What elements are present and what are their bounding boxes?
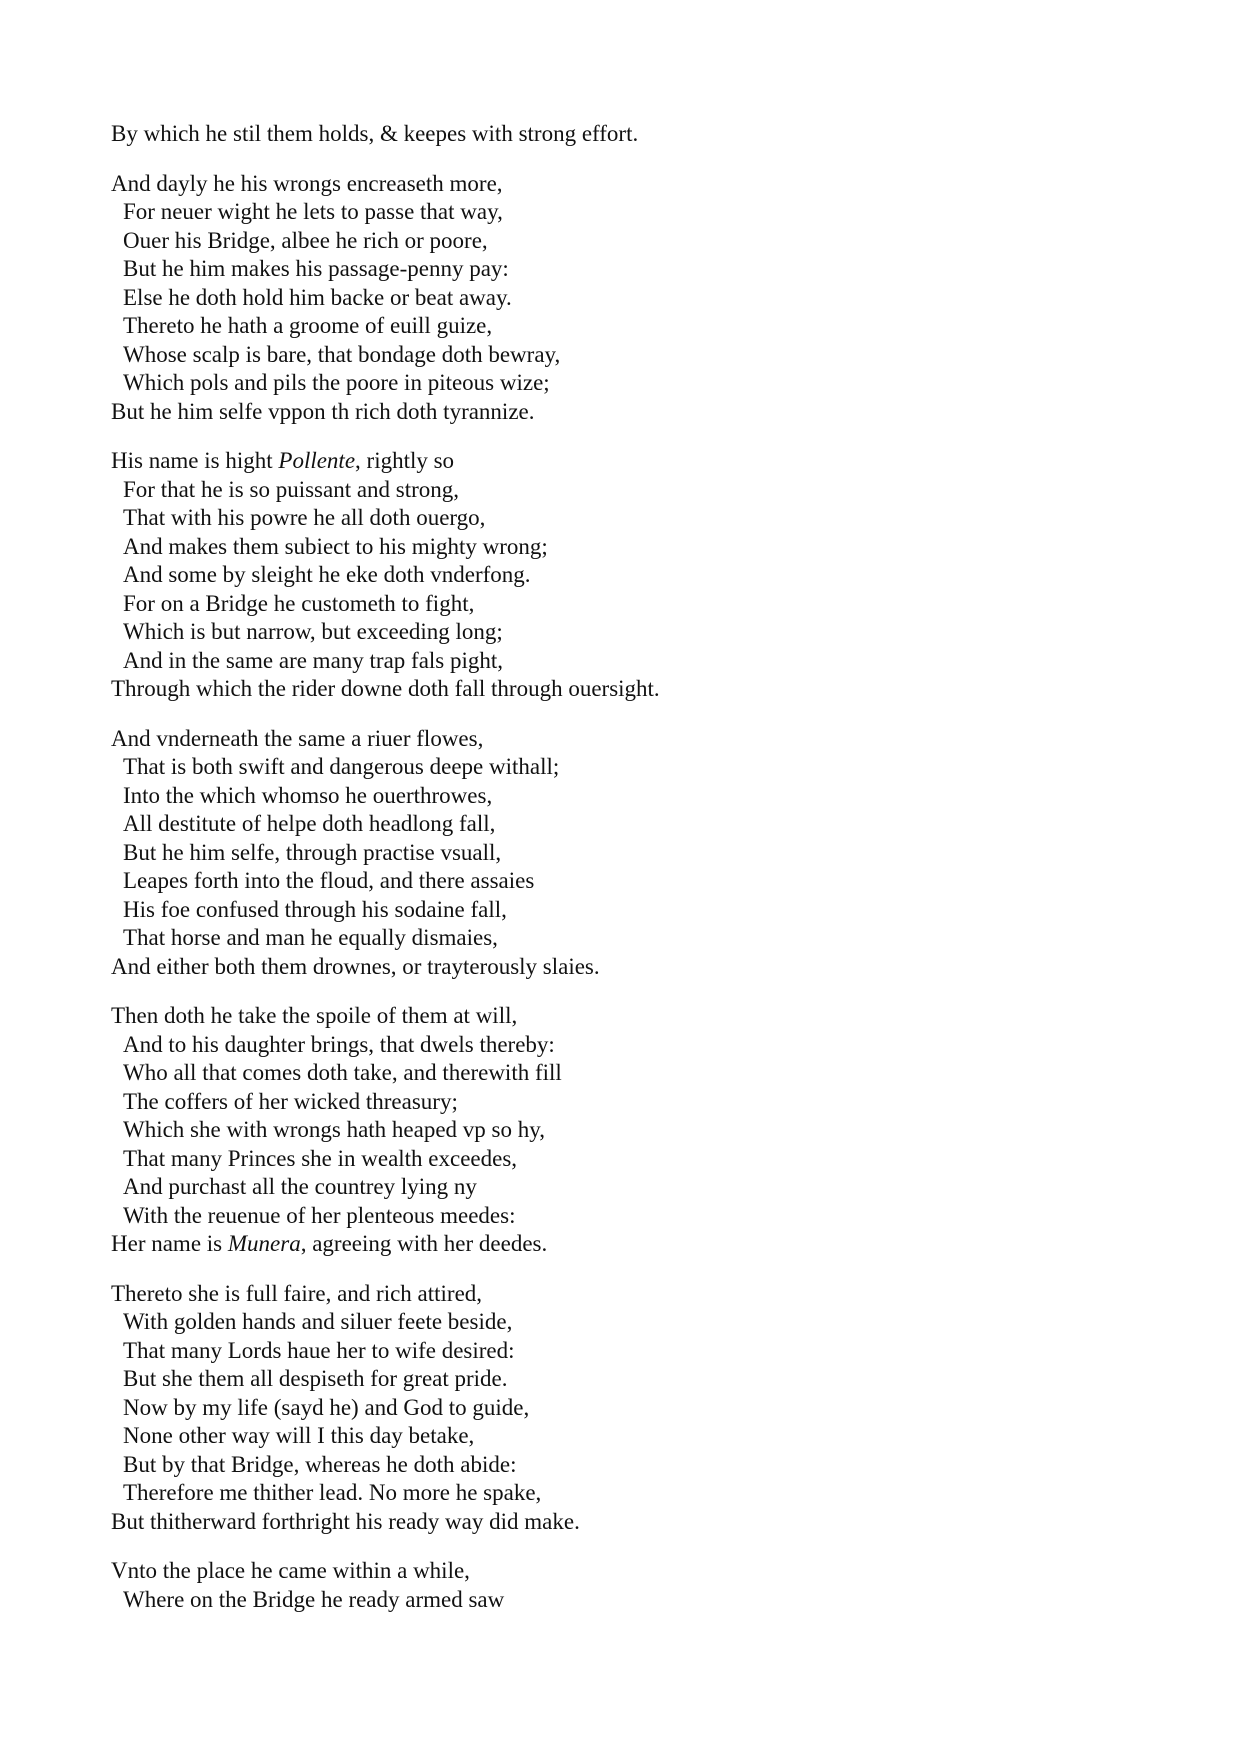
verse-text: The coffers of her wicked threasury; [123,1088,458,1114]
verse-text: But by that Bridge, whereas he doth abide: [123,1451,517,1477]
verse-text: And to his daughter brings, that dwels thereby: [123,1031,555,1057]
verse-text: Thereto he hath a groome of euill guize, [123,313,493,338]
verse-line [111,398,1131,427]
verse-line [111,1145,1131,1174]
verse-text: But he him makes his passage-penny pay: [123,256,509,281]
verse-line [111,1394,1131,1423]
verse-line [111,896,1131,925]
verse-line [111,476,1131,505]
verse-line [111,867,1131,896]
verse-text: For neuer wight he lets to passe that way, [123,199,503,224]
verse-text: And vnderneath the same a riuer flowes, [111,725,484,751]
verse-text: Which pols and pils the poore in piteous wize; [123,370,550,395]
verse-line [111,1173,1131,1202]
verse-text: Whose scalp is bare, that bondage doth bewray, [123,341,561,367]
verse-text: His name is hight [111,448,279,473]
verse-text: Therefore me thither lead. No more he spake, [123,1480,542,1505]
verse-text: Who all that comes doth take, and therewith fill [123,1060,562,1085]
verse-text: By which he stil them holds, & keepes with strong effort. [111,121,639,146]
stanza [111,1280,1131,1537]
verse-text: Her name is [111,1231,228,1256]
verse-line [111,618,1131,647]
verse-text: And in the same are many trap fals pight, [123,647,504,673]
verse-line [111,839,1131,868]
verse-line [111,1088,1131,1117]
verse-text: Vnto the place he came within a while, [111,1558,470,1583]
verse-line [111,198,1131,227]
verse-text: With the reuenue of her plenteous meedes: [123,1202,516,1228]
verse-text: All destitute of helpe doth headlong fall, [123,811,496,836]
verse-text: Now by my life (sayd he) and God to guide, [123,1394,530,1420]
verse-text: But thitherward forthright his ready way did make. [111,1508,580,1534]
verse-line [111,1308,1131,1337]
verse-line [111,590,1131,619]
verse-text: That many Lords haue her to wife desired: [123,1337,515,1363]
verse-text: And some by sleight he eke doth vnderfong. [123,562,531,587]
verse-text: And either both them drownes, or trayterously slaies. [111,953,600,979]
italic-name: Munera [227,1231,301,1256]
verse-line [111,533,1131,562]
verse-line [111,647,1131,676]
verse-text: Through which the rider downe doth fall through ouersight. [111,676,660,701]
stanza [111,725,1131,982]
verse-line [111,1451,1131,1480]
verse-line [111,504,1131,533]
verse-text: Where on the Bridge he ready armed saw [123,1586,505,1612]
verse-line [111,255,1131,284]
verse-text: For that he is so puissant and strong, [123,476,460,502]
verse-text: But he him selfe vppon th rich doth tyrannize. [111,398,535,424]
stanza [111,447,1131,704]
verse-line [111,369,1131,398]
italic-name: Pollente [278,448,356,473]
poem-body [111,120,1131,1635]
verse-text: With golden hands and siluer feete beside, [123,1309,513,1334]
verse-line [111,1031,1131,1060]
verse-line [111,170,1131,199]
verse-text: For on a Bridge he custometh to fight, [123,590,475,616]
verse-text: None other way will I this day betake, [123,1423,475,1448]
verse-line [111,561,1131,590]
verse-text: , rightly so [355,448,455,473]
verse-text: Ouer his Bridge, albee he rich or poore, [123,227,488,253]
verse-text: And purchast all the countrey lying ny [123,1174,477,1199]
verse-line [111,1280,1131,1309]
verse-line [111,725,1131,754]
verse-line [111,675,1131,704]
verse-text: Then doth he take the spoile of them at will, [111,1003,518,1028]
verse-line [111,120,1131,149]
verse-line [111,312,1131,341]
verse-line [111,1557,1131,1586]
verse-line [111,753,1131,782]
verse-line [111,1586,1131,1615]
verse-text: Else he doth hold him backe or beat away. [123,284,512,310]
verse-text: That many Princes she in wealth exceedes, [123,1145,518,1171]
verse-line [111,1002,1131,1031]
verse-line [111,447,1131,476]
verse-text: Into the which whomso he ouerthrowes, [123,782,493,808]
stanza [111,1002,1131,1259]
verse-text: Thereto she is full faire, and rich attired, [111,1280,483,1306]
verse-line [111,1116,1131,1145]
verse-text: That is both swift and dangerous deepe withall; [123,754,560,779]
verse-line [111,1365,1131,1394]
verse-line [111,1059,1131,1088]
verse-text: His foe confused through his sodaine fall, [123,896,507,922]
verse-line [111,924,1131,953]
verse-text: But she them all despiseth for great pride. [123,1366,508,1391]
verse-text: That horse and man he equally dismaies, [123,925,498,950]
verse-line [111,227,1131,256]
stanza [111,170,1131,427]
stanza [111,1557,1131,1614]
verse-line [111,1422,1131,1451]
verse-text: But he him selfe, through practise vsuall, [123,839,502,865]
stanza [111,120,1131,149]
verse-text: That with his powre he all doth ouergo, [123,505,486,530]
verse-line [111,284,1131,313]
verse-text: And dayly he his wrongs encreaseth more, [111,170,503,196]
verse-text: Which is but narrow, but exceeding long; [123,619,503,644]
verse-line [111,1479,1131,1508]
verse-line [111,782,1131,811]
verse-line [111,953,1131,982]
verse-line [111,1508,1131,1537]
verse-line [111,1202,1131,1231]
verse-line [111,341,1131,370]
verse-text: , agreeing with her deedes. [300,1231,548,1256]
verse-text: Which she with wrongs hath heaped vp so hy, [123,1117,546,1142]
verse-text: And makes them subiect to his mighty wrong; [123,533,548,559]
verse-line [111,1337,1131,1366]
verse-line [111,1230,1131,1259]
verse-line [111,810,1131,839]
verse-text: Leapes forth into the floud, and there assaies [123,868,535,893]
